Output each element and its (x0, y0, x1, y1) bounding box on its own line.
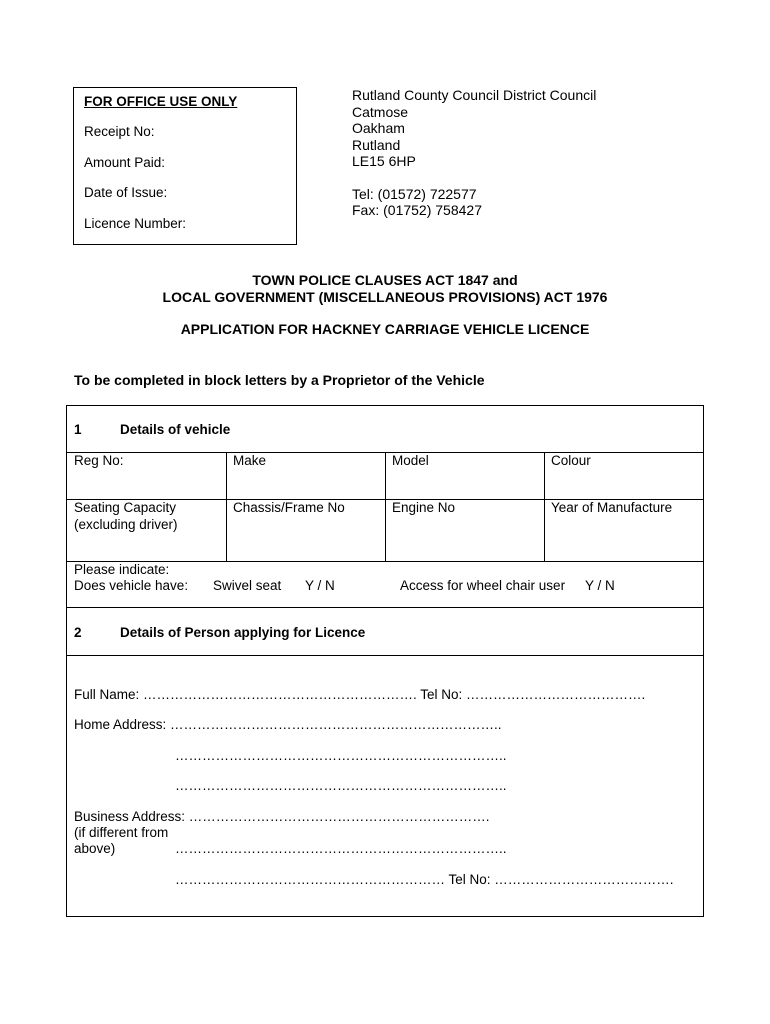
business-address-line-2: ……………………………………………………………….. (175, 841, 507, 856)
council-address (352, 87, 596, 219)
heading-line-1: TOWN POLICE CLAUSES ACT 1847 and (252, 272, 518, 288)
business-note-1: (if different from (74, 825, 169, 840)
engine-no-label: Engine No (392, 500, 456, 515)
section1-title: Details of vehicle (120, 422, 231, 437)
seating-capacity-label: Seating Capacity (excluding driver) (74, 500, 178, 532)
swivel-seat-label: Swivel seat (213, 578, 282, 593)
wheelchair-access-label: Access for wheel chair user (400, 578, 566, 593)
address-line: Oakham (352, 120, 405, 136)
heading-line-2: LOCAL GOVERNMENT (MISCELLANEOUS PROVISIONS) ACT 1976 (162, 289, 608, 305)
business-tel-field: …………………………………………………… Tel No: …………………………………. (175, 872, 674, 887)
business-note-2: above) (74, 841, 116, 856)
section2-number: 2 (74, 625, 82, 640)
council-fax: Fax: (01752) 758427 (352, 202, 482, 218)
make-label: Make (233, 453, 267, 468)
wheelchair-access-yn: Y / N (585, 578, 615, 593)
model-label: Model (392, 453, 429, 468)
heading-line-3: APPLICATION FOR HACKNEY CARRIAGE VEHICLE LICENCE (180, 321, 590, 337)
divider (544, 452, 545, 561)
please-indicate-label: Please indicate: (74, 562, 170, 577)
address-line: Catmose (352, 103, 409, 120)
application-form-table (66, 405, 704, 917)
business-address-field: Business Address: …………………………………………………………. (74, 809, 490, 824)
date-of-issue-label: Date of Issue: (84, 185, 168, 200)
full-name-field: Full Name: ……………………………………………………. Tel No: …………………………………. (74, 687, 646, 702)
chassis-frame-label: Chassis/Frame No (233, 500, 345, 515)
home-address-field: Home Address: ……………………………………………………………….. (74, 717, 502, 732)
address-line: Rutland (352, 136, 401, 153)
amount-paid-label: Amount Paid: (84, 155, 166, 170)
reg-no-label: Reg No: (74, 453, 124, 468)
divider (67, 655, 703, 656)
instruction: To be completed in block letters by a Proprietor of the Vehicle (74, 372, 485, 388)
year-of-manufacture-label: Year of Manufacture (551, 500, 673, 515)
does-vehicle-have-label: Does vehicle have: (74, 578, 189, 593)
office-use-box (73, 87, 297, 245)
council-tel: Tel: (01572) 722577 (352, 185, 477, 202)
section2-title: Details of Person applying for Licence (120, 625, 366, 640)
home-address-line-3: ……………………………………………………………….. (175, 778, 507, 793)
swivel-seat-yn: Y / N (305, 578, 335, 593)
divider (226, 452, 227, 561)
receipt-no-label: Receipt No: (84, 124, 155, 139)
colour-label: Colour (551, 453, 591, 468)
licence-number-label: Licence Number: (84, 216, 187, 231)
section1-number: 1 (74, 422, 82, 437)
address-line: Rutland County Council District Council (352, 87, 597, 103)
office-use-title: FOR OFFICE USE ONLY (84, 94, 238, 109)
home-address-line-2: ……………………………………………………………….. (175, 748, 507, 763)
divider (385, 452, 386, 561)
divider (67, 607, 703, 608)
address-line: LE15 6HP (352, 153, 416, 169)
